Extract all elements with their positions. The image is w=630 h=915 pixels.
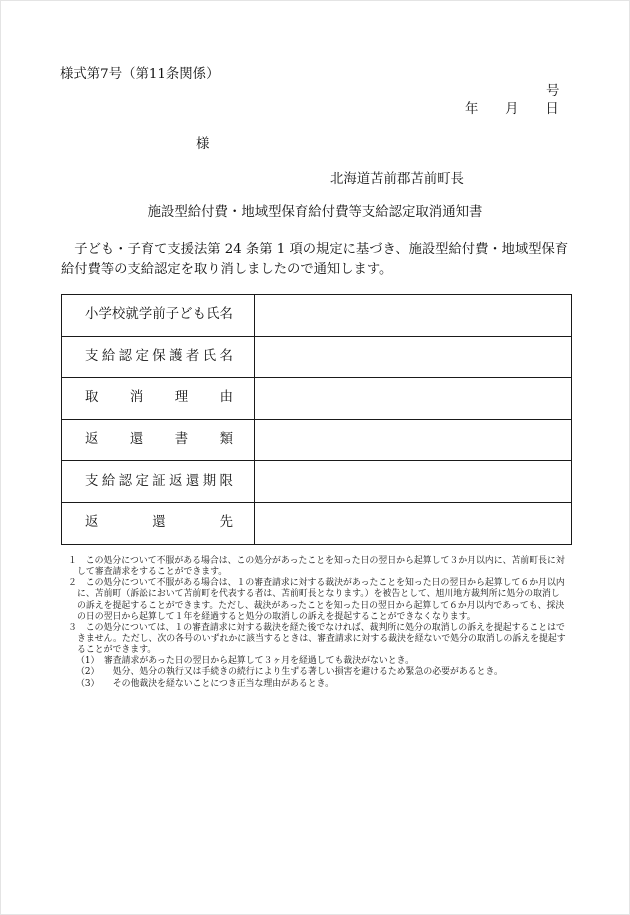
- label-char: 還: [185, 473, 200, 489]
- info-table: [61, 294, 572, 545]
- table-row: [62, 419, 572, 461]
- label-char: 取: [85, 390, 99, 406]
- issuer-name: 北海道苫前郡苫前町長: [330, 172, 464, 187]
- label-char: 校: [111, 307, 126, 323]
- notes-section: [0, 556, 630, 690]
- table-label-cell: [62, 461, 255, 503]
- label-char: 学: [138, 307, 153, 323]
- label-char: 書: [174, 432, 189, 448]
- label-char: ど: [179, 307, 193, 323]
- table-row: [62, 295, 572, 337]
- body-line: 子ども・子育て支援法第 24 条第 1 項の規定に基づき、施設型給付費・地域型保育: [61, 242, 569, 257]
- label-char: 小: [85, 307, 99, 323]
- label-char: 支: [85, 348, 99, 364]
- label-char: 名: [219, 348, 233, 364]
- cancellation-reason-label: [62, 390, 254, 406]
- note-1: [0, 556, 630, 578]
- table-row: [62, 336, 572, 378]
- return-destination-label: [62, 515, 254, 531]
- label-char: 給: [101, 473, 116, 489]
- label-char: 返: [169, 473, 183, 489]
- note-3: [0, 623, 630, 656]
- label-char: 給: [101, 348, 116, 364]
- table-label-cell: [62, 419, 255, 461]
- body-line: 給付費等の支給認定を取り消しましたので通知します。: [61, 262, 393, 277]
- table-row: [62, 378, 572, 420]
- label-char: 還: [152, 515, 166, 531]
- label-char: 前: [152, 307, 166, 323]
- label-char: 保: [152, 348, 166, 364]
- document-number-label: 号: [546, 84, 560, 99]
- label-char: 就: [125, 307, 139, 323]
- table-value-cell: [255, 378, 572, 420]
- label-char: 学: [98, 307, 112, 323]
- label-char: 支: [85, 473, 99, 489]
- label-char: 氏: [202, 348, 217, 364]
- date-label: 年 月 日: [465, 102, 559, 117]
- table-label-cell: [62, 336, 255, 378]
- note-line: ２ この処分について不服がある場合は、１の審査請求に対する裁決があったことを知った日の翌日から起算して６か月以内: [68, 578, 565, 589]
- table-value-cell: [255, 461, 572, 503]
- label-char: 証: [152, 473, 166, 489]
- label-char: 由: [219, 390, 233, 406]
- note-line: １ この処分について不服がある場合は、この処分があったことを知った日の翌日から起算して３か月以内に、苫前町長に対: [68, 556, 565, 566]
- label-char: 類: [219, 432, 233, 448]
- document-title: 施設型給付費・地域型保育給付費等支給認定取消通知書: [147, 205, 483, 220]
- label-char: 子: [165, 307, 180, 323]
- note-line: の日の翌日から起算して１年を経過すると処分の取消しの訴えを提起することができなくなります。: [77, 611, 476, 622]
- guardian-name-label: [62, 349, 254, 365]
- label-char: 限: [219, 473, 233, 489]
- info-table-body: [62, 295, 572, 545]
- label-char: も: [192, 307, 207, 323]
- label-char: 期: [202, 473, 217, 489]
- note-line: の訴えを提起することができます。ただし、裁決があったことを知った日の翌日から起算して６か月以内であっても、採決: [77, 600, 565, 611]
- label-char: 認: [118, 348, 133, 364]
- label-char: 還: [129, 432, 144, 448]
- table-label-cell: [62, 295, 255, 337]
- child-name-label: [62, 307, 254, 323]
- label-char: 認: [118, 473, 133, 489]
- label-char: 定: [135, 473, 149, 489]
- label-char: 消: [129, 390, 144, 406]
- table-value-cell: [255, 419, 572, 461]
- recipient-honorific: 様: [196, 137, 210, 152]
- label-char: 先: [219, 515, 233, 531]
- label-char: 返: [85, 515, 99, 531]
- form-number: 様式第7号（第11条関係）: [60, 67, 220, 82]
- note-items: [0, 656, 630, 689]
- label-char: 返: [85, 432, 99, 448]
- label-char: 者: [185, 348, 200, 364]
- return-deadline-label: [62, 474, 254, 490]
- note-line: して審査請求をすることができます。: [77, 567, 228, 578]
- note-2: [0, 578, 630, 623]
- table-row: [62, 502, 572, 544]
- body-text: [61, 240, 568, 280]
- note-line: に、苫前町（訴訟において苫前町を代表する者は、苫前町長となります。）を被告として、旭川地方裁判所に処分の取消し: [77, 589, 560, 600]
- label-char: 氏: [206, 307, 220, 323]
- return-documents-label: [62, 432, 254, 448]
- table-value-cell: [255, 336, 572, 378]
- table-label-cell: [62, 502, 255, 544]
- note-item-1: （1） 審査請求があった日の翌日から起算して３ヶ月を経過しても裁決がないとき。: [76, 656, 415, 667]
- note-line: ３ この処分については、１の審査請求に対する裁決を経た後でなければ、裁判所に処分の取消しの訴えを提起することはで: [68, 622, 565, 633]
- note-line: ることができます。: [77, 645, 157, 656]
- table-label-cell: [62, 378, 255, 420]
- label-char: 理: [174, 390, 189, 406]
- table-value-cell: [255, 502, 572, 544]
- note-line: きません。ただし、次の各号のいずれかに該当するときは、審査請求に対する裁決を経ないで処分の取消しの訴えを提起す: [77, 633, 566, 644]
- label-char: 名: [219, 307, 233, 323]
- label-char: 定: [135, 348, 149, 364]
- note-item-2: （2） 処分、処分の執行又は手続きの続行により生ずる著しい損害を避けるため緊急の必要があるとき。: [76, 667, 503, 678]
- label-char: 護: [169, 348, 183, 364]
- note-item-3: （3） その他裁決を経ないことにつき正当な理由があるとき。: [76, 678, 335, 689]
- table-value-cell: [255, 295, 572, 337]
- table-row: [62, 461, 572, 503]
